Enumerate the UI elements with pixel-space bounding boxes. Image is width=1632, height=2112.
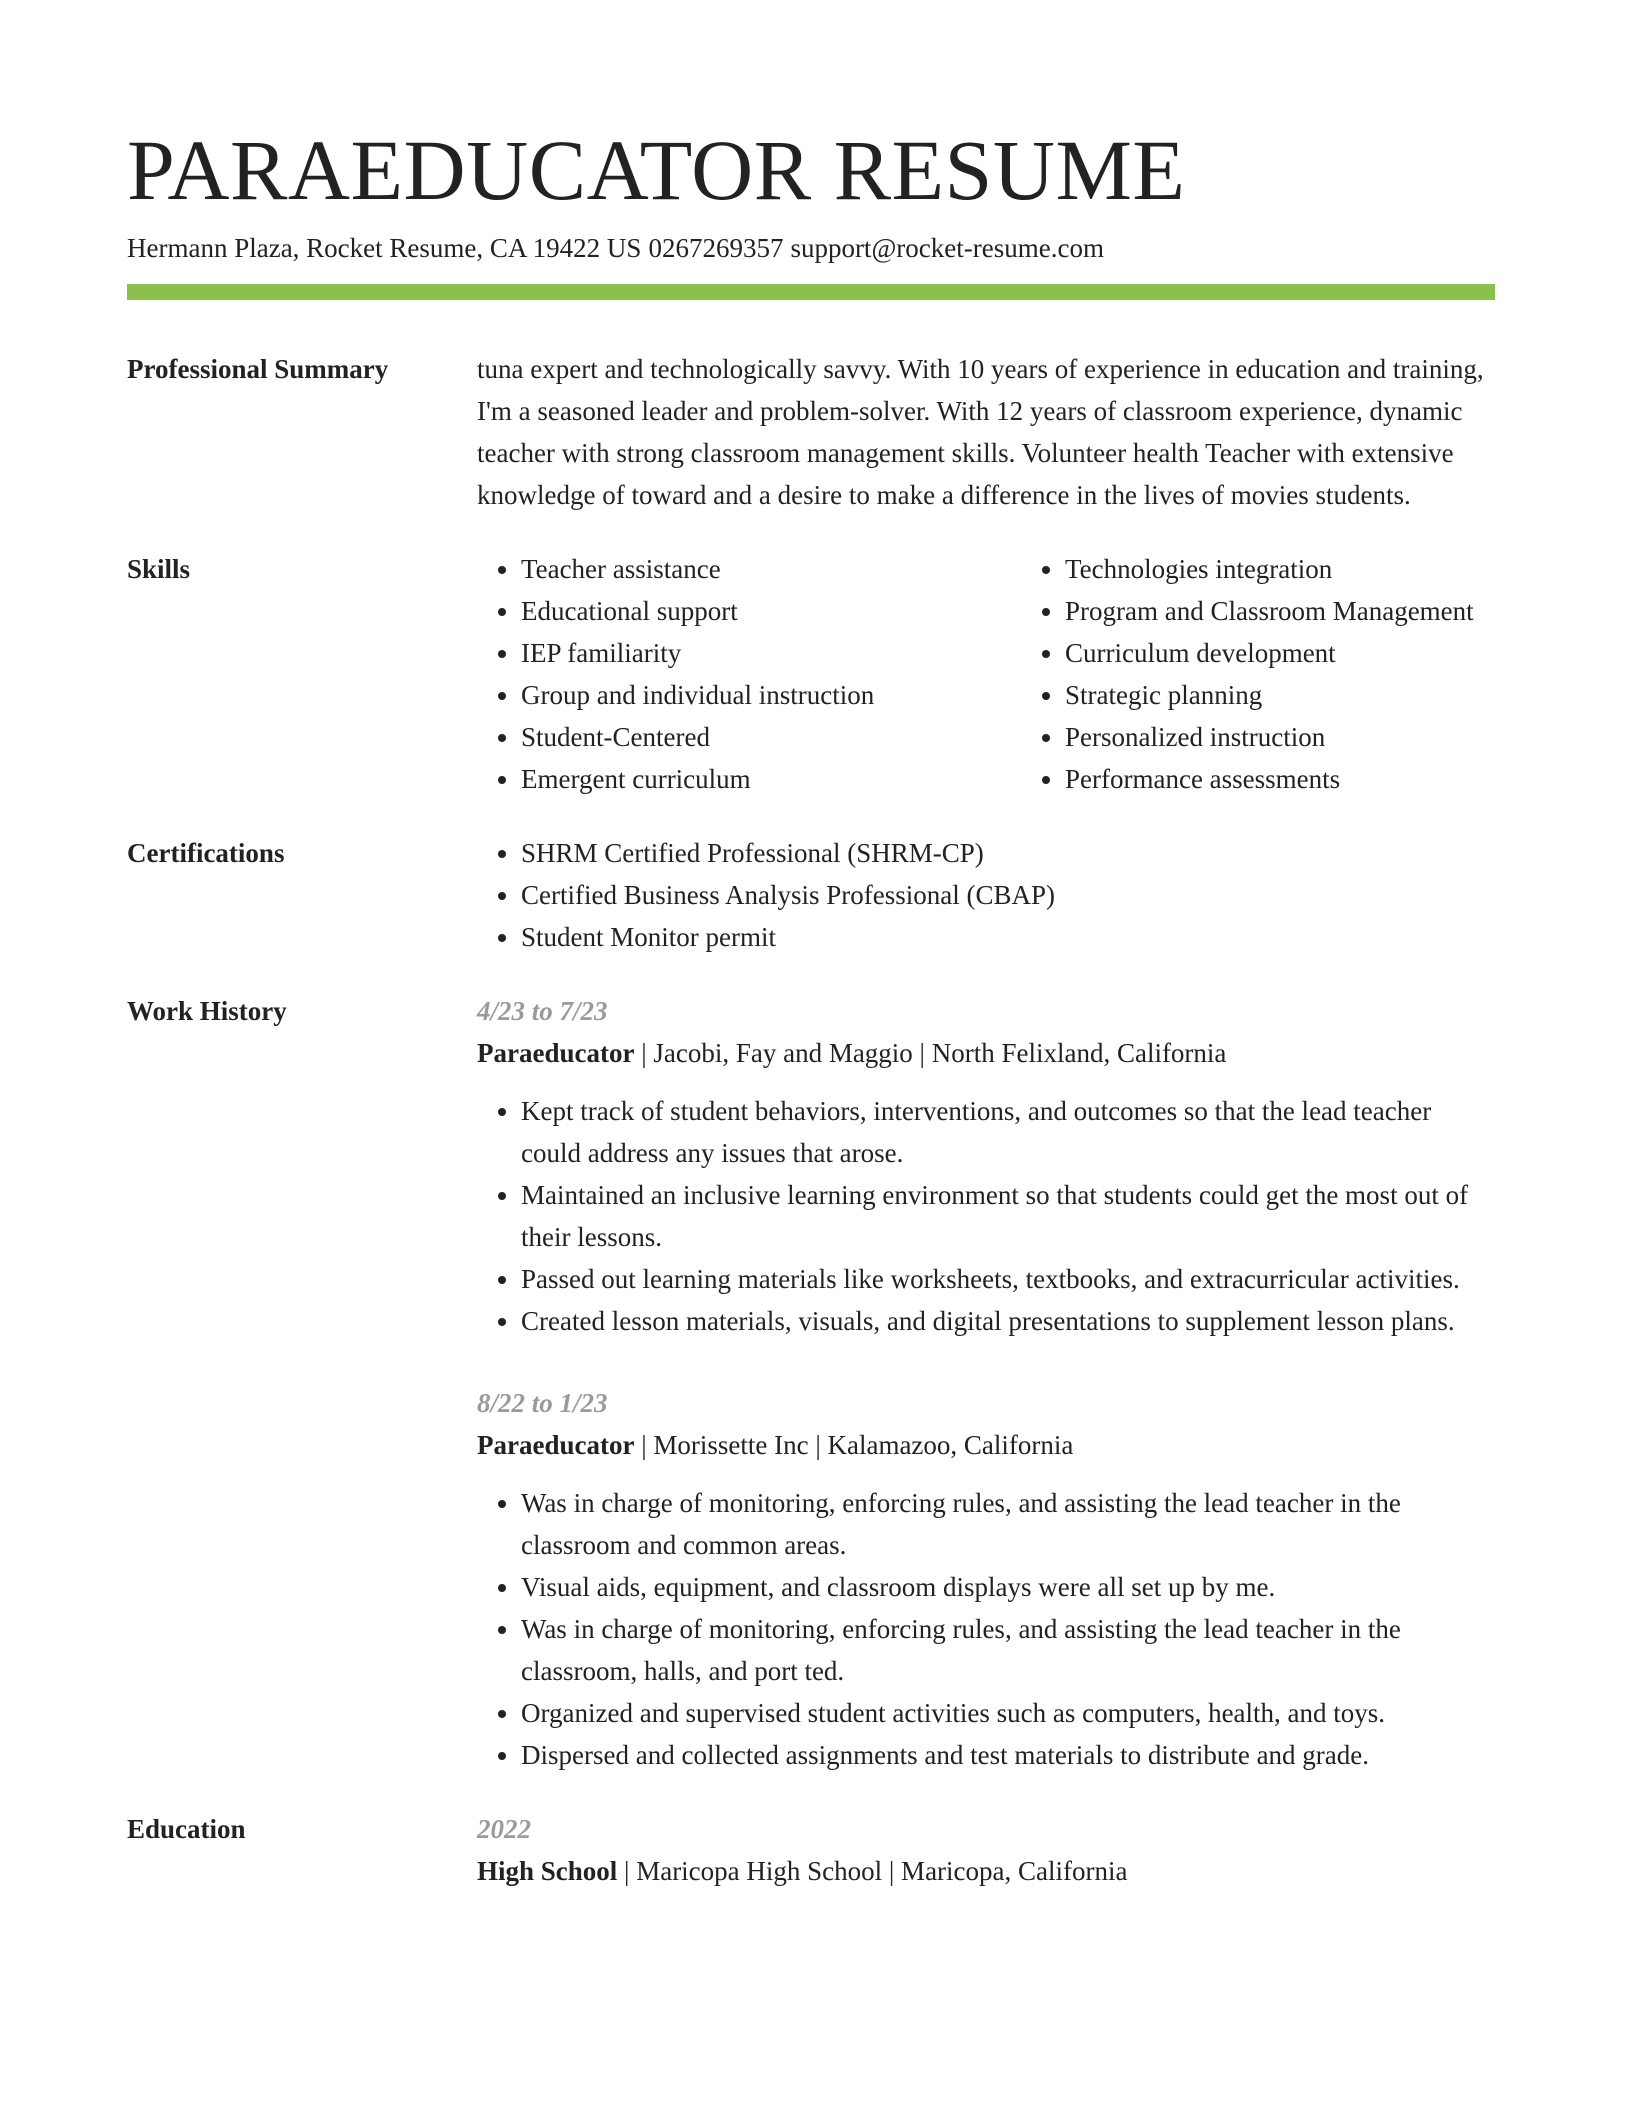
summary-body xyxy=(477,348,1495,516)
section-label-work-history: Work History xyxy=(127,996,287,1026)
skill-item: • Curriculum development xyxy=(1065,632,1565,674)
job-bullet: • Maintained an inclusive learning environment so that students could get the most out of their lessons. xyxy=(521,1174,1495,1258)
certifications-body xyxy=(477,832,1495,958)
skills-body xyxy=(477,548,1565,800)
certifications-list xyxy=(477,832,1495,958)
job-bullets xyxy=(477,1090,1495,1342)
skill-item: • Student-Centered xyxy=(521,716,1021,758)
section-label-certifications: Certifications xyxy=(127,838,285,868)
skill-item: • Technologies integration xyxy=(1065,548,1565,590)
skill-item: • Teacher assistance xyxy=(521,548,1021,590)
section-label-summary: Professional Summary xyxy=(127,354,389,384)
contact-phone: 0267269357 xyxy=(648,233,784,263)
contact-address: Hermann Plaza, Rocket Resume, CA 19422 US xyxy=(127,233,642,263)
skill-item: • Group and individual instruction xyxy=(521,674,1021,716)
job-bullet: • Visual aids, equipment, and classroom displays were all set up by me. xyxy=(521,1566,1495,1608)
job-bullet: • Was in charge of monitoring, enforcing rules, and assisting the lead teacher in the classroom and common areas. xyxy=(521,1482,1495,1566)
job-heading xyxy=(477,1032,1495,1074)
work-history-body xyxy=(477,990,1495,1776)
education-details: | Maricopa High School | Maricopa, California xyxy=(617,1856,1128,1886)
skill-item: • Personalized instruction xyxy=(1065,716,1565,758)
certifications-section xyxy=(127,832,1495,958)
contact-email: support@rocket-resume.com xyxy=(790,233,1104,263)
job-bullet: • Was in charge of monitoring, enforcing rules, and assisting the lead teacher in the classroom, halls, and port ted. xyxy=(521,1608,1495,1692)
job-entry xyxy=(477,990,1495,1342)
job-title: Paraeducator xyxy=(477,1430,635,1460)
section-label-education: Education xyxy=(127,1814,246,1844)
skill-item: • IEP familiarity xyxy=(521,632,1021,674)
contact-line xyxy=(127,230,1104,266)
job-bullet: • Created lesson materials, visuals, and digital presentations to supplement lesson plans. xyxy=(521,1300,1495,1342)
skill-item: • Strategic planning xyxy=(1065,674,1565,716)
section-label-skills: Skills xyxy=(127,554,191,584)
skill-item: • Educational support xyxy=(521,590,1021,632)
resume-sections xyxy=(127,348,1495,1892)
skills-section xyxy=(127,548,1495,800)
certification-item: • Student Monitor permit xyxy=(521,916,1495,958)
job-details: | Morissette Inc | Kalamazoo, California xyxy=(634,1430,1074,1460)
job-heading xyxy=(477,1424,1495,1466)
job-bullets xyxy=(477,1482,1495,1776)
education-body xyxy=(477,1808,1495,1892)
skill-item: • Emergent curriculum xyxy=(521,758,1021,800)
job-bullet: • Passed out learning materials like worksheets, textbooks, and extracurricular activities. xyxy=(521,1258,1495,1300)
skills-list-right xyxy=(1021,548,1565,800)
skill-item: • Performance assessments xyxy=(1065,758,1565,800)
job-dates: 8/22 to 1/23 xyxy=(477,1388,608,1418)
job-bullet: • Dispersed and collected assignments and test materials to distribute and grade. xyxy=(521,1734,1495,1776)
resume-title: PARAEDUCATOR RESUME xyxy=(127,122,1186,218)
certification-item: • Certified Business Analysis Professional (CBAP) xyxy=(521,874,1495,916)
work-history-section xyxy=(127,990,1495,1776)
education-degree: High School xyxy=(477,1856,618,1886)
job-bullet: • Kept track of student behaviors, interventions, and outcomes so that the lead teacher could address any issues that arose. xyxy=(521,1090,1495,1174)
certification-item: • SHRM Certified Professional (SHRM-CP) xyxy=(521,832,1495,874)
summary-section xyxy=(127,348,1495,516)
skills-list-left xyxy=(477,548,1021,800)
education-section xyxy=(127,1808,1495,1892)
job-title: Paraeducator xyxy=(477,1038,635,1068)
job-dates: 4/23 to 7/23 xyxy=(477,996,608,1026)
education-year: 2022 xyxy=(477,1814,531,1844)
summary-text: tuna expert and technologically savvy. With 10 years of experience in education and training, I'm a seasoned leader and problem-solver. With 12 years of classroom experience, dynamic teacher with strong classroom management skills. Volunteer health Teacher with extensive knowledge of toward and a desire to make a difference in the lives of movies students. xyxy=(477,354,1484,510)
skill-item: • Program and Classroom Management xyxy=(1065,590,1565,632)
accent-divider xyxy=(127,284,1495,300)
job-entry xyxy=(477,1382,1495,1776)
job-details: | Jacobi, Fay and Maggio | North Felixland, California xyxy=(634,1038,1227,1068)
education-heading xyxy=(477,1850,1495,1892)
job-bullet: • Organized and supervised student activities such as computers, health, and toys. xyxy=(521,1692,1495,1734)
